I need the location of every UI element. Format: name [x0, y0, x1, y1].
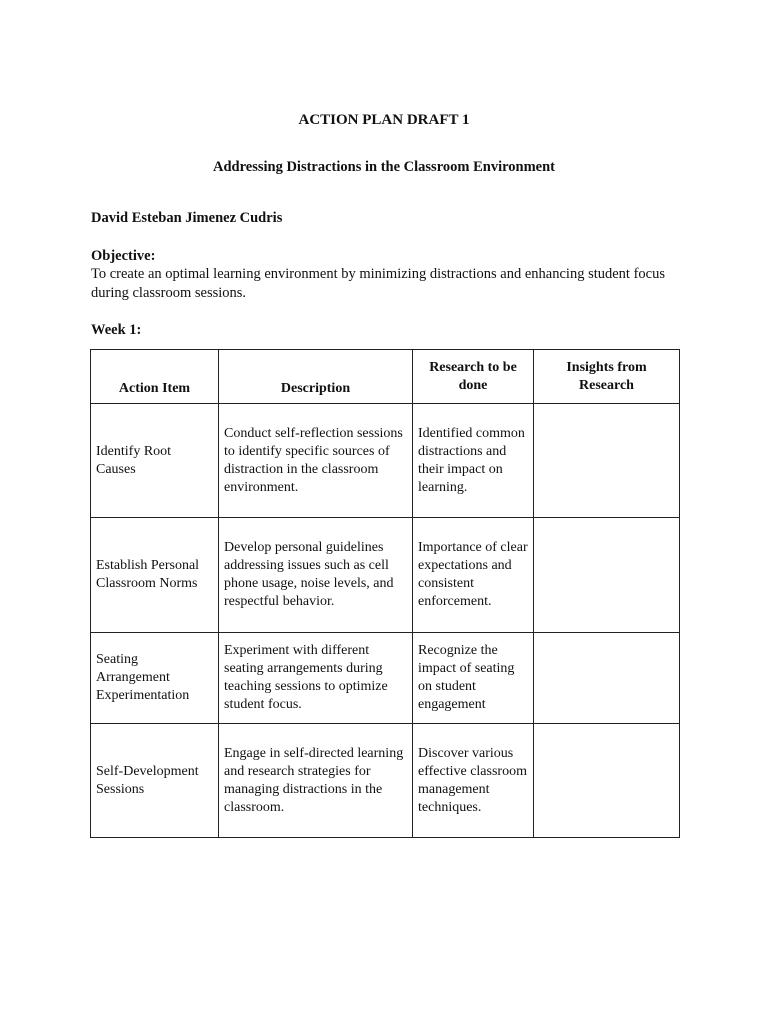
cell-insights — [534, 518, 680, 633]
table-row — [91, 404, 680, 518]
document-title: ACTION PLAN DRAFT 1 — [298, 112, 470, 128]
cell-description: Experiment with different seating arrangements during teaching sessions to optimize student focus. — [219, 633, 413, 724]
cell-insights — [534, 724, 680, 838]
table-row — [91, 518, 680, 633]
cell-insights — [534, 633, 680, 724]
table-header-row — [91, 350, 680, 404]
header-description: Description — [219, 350, 413, 404]
cell-action-item: Establish Personal Classroom Norms — [91, 518, 219, 633]
header-research: Research to be done — [413, 350, 534, 404]
table-row — [91, 724, 680, 838]
cell-research: Identified common distractions and their impact on learning. — [413, 404, 534, 518]
cell-research: Importance of clear expectations and consistent enforcement. — [413, 518, 534, 633]
cell-action-item: Seating Arrangement Experimentation — [91, 633, 219, 724]
cell-description: Conduct self-reflection sessions to identify specific sources of distraction in the classroom environment. — [219, 404, 413, 518]
cell-description: Develop personal guidelines addressing issues such as cell phone usage, noise levels, and respectful behavior. — [219, 518, 413, 633]
action-plan-table — [90, 349, 680, 838]
document-subtitle: Addressing Distractions in the Classroom Environment — [213, 159, 555, 175]
cell-description: Engage in self-directed learning and research strategies for managing distractions in the classroom. — [219, 724, 413, 838]
objective-label: Objective: — [91, 248, 156, 264]
header-insights: Insights from Research — [534, 350, 680, 404]
header-action-item: Action Item — [91, 350, 219, 404]
week-label: Week 1: — [91, 322, 142, 338]
cell-action-item: Identify Root Causes — [91, 404, 219, 518]
author-name: David Esteban Jimenez Cudris — [91, 210, 283, 226]
cell-research: Discover various effective classroom management techniques. — [413, 724, 534, 838]
objective-text: To create an optimal learning environment by minimizing distractions and enhancing student focus during classroom sessions. — [91, 266, 665, 301]
table-row — [91, 633, 680, 724]
cell-research: Recognize the impact of seating on student engagement — [413, 633, 534, 724]
cell-insights — [534, 404, 680, 518]
cell-action-item: Self-Development Sessions — [91, 724, 219, 838]
